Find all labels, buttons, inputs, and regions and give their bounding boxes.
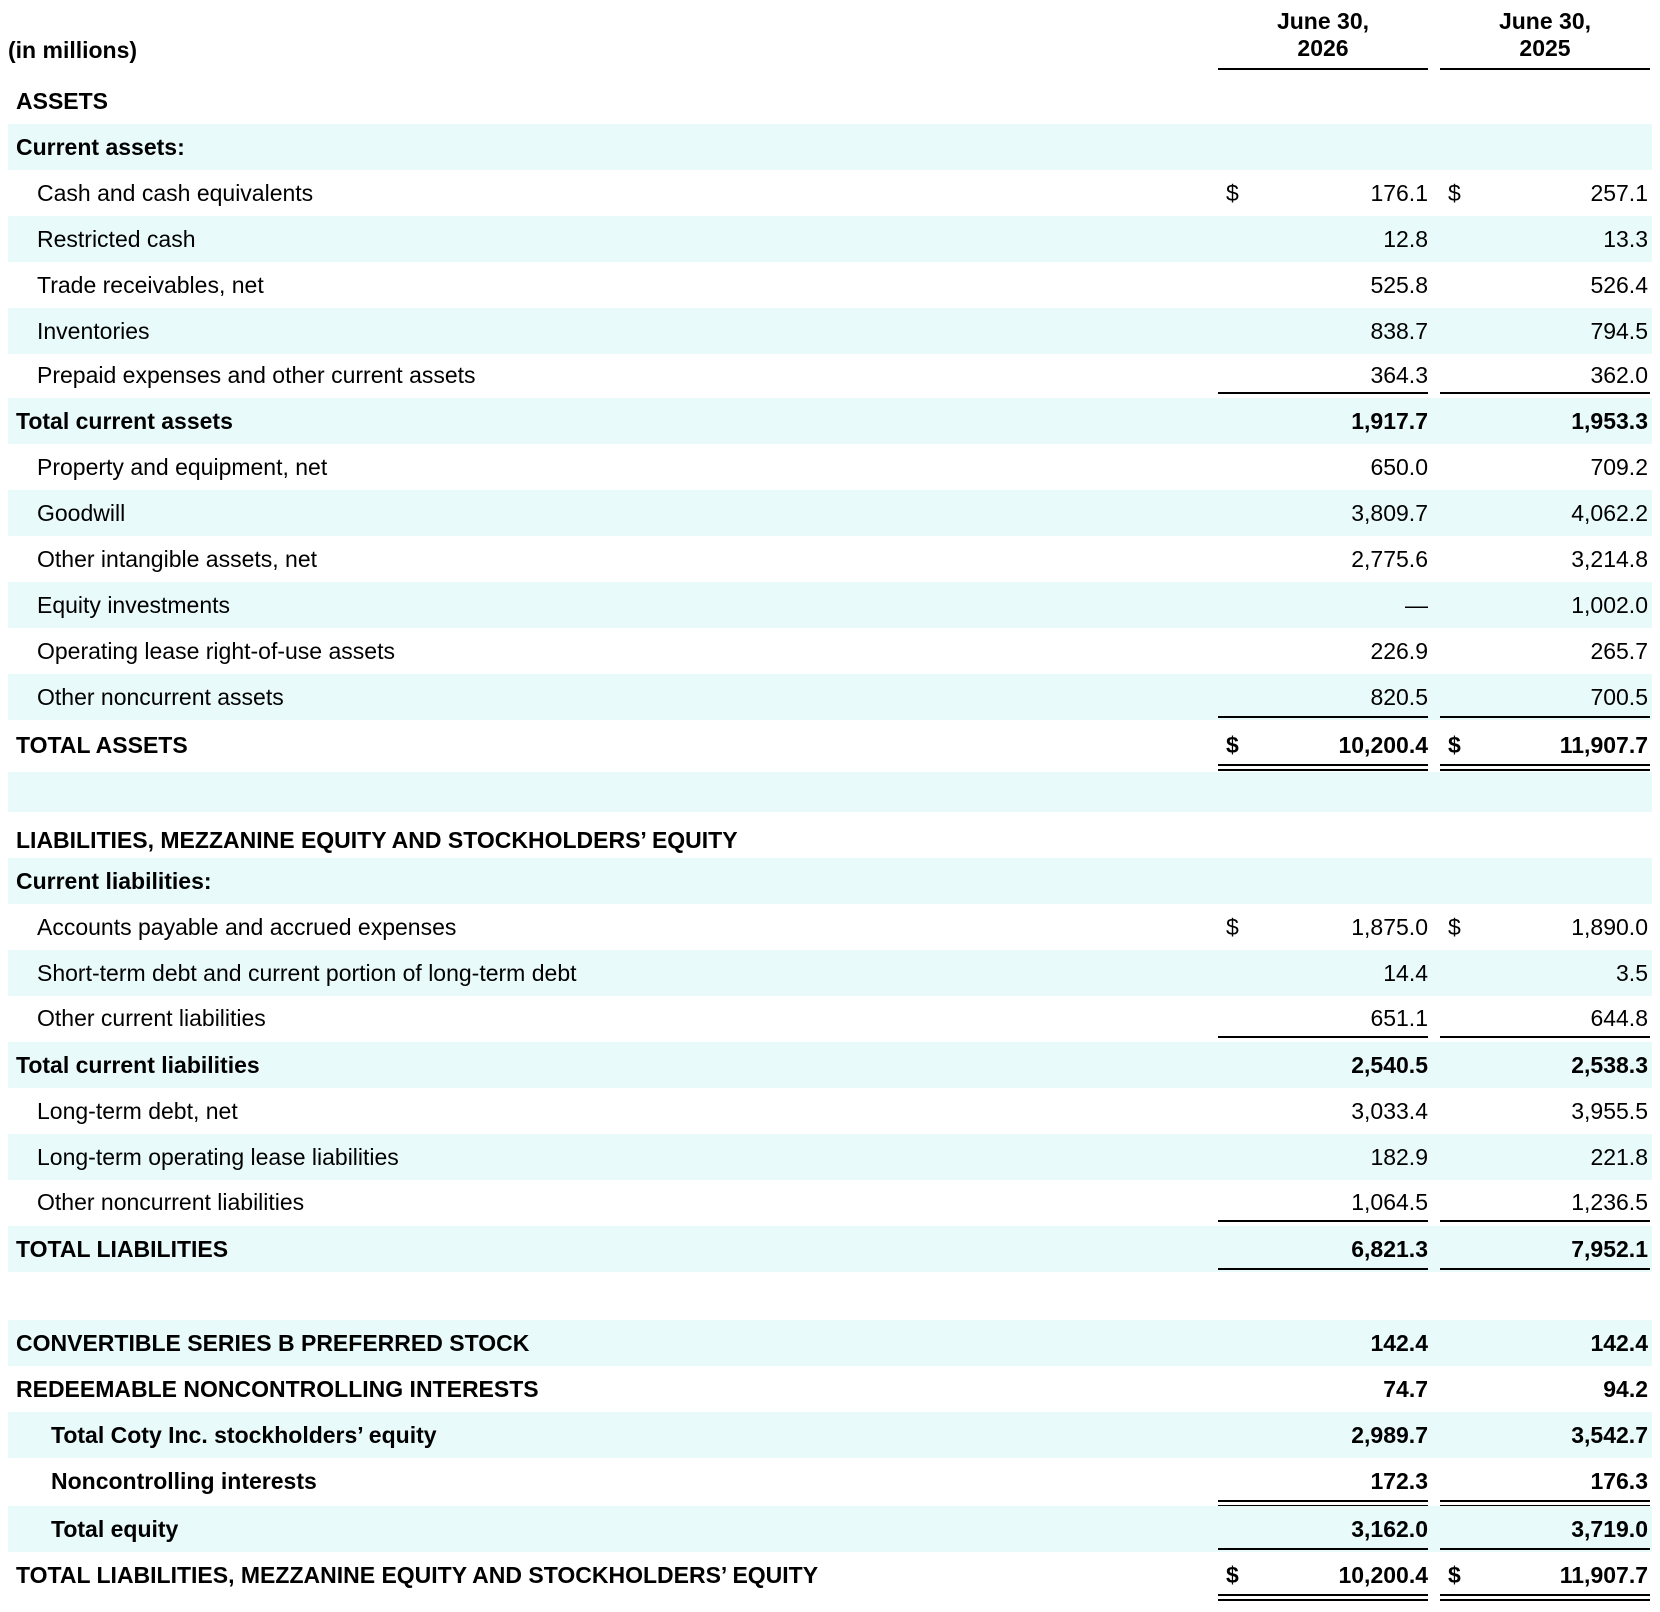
table-row [8,490,1652,536]
double-underline [1440,1594,1650,1601]
table-row [8,1180,1652,1224]
value-2026: 142.4 [1370,1329,1428,1356]
table-row [8,1134,1652,1180]
column-header-line: June 30, [1498,8,1592,34]
value-2026: 3,162.0 [1351,1515,1428,1542]
table-row [8,78,1652,124]
value-2026 [1228,1274,1428,1320]
table-row [8,308,1652,354]
single-underline [1218,1036,1428,1038]
value-2025: 94.2 [1603,1375,1648,1402]
value-2025: 265.7 [1590,637,1648,664]
value-2025: 644.8 [1590,1004,1648,1031]
value-2025: 3,214.8 [1571,545,1648,572]
value-2026: 10,200.4 [1338,731,1428,758]
table-row [8,170,1652,216]
double-underline [1218,764,1428,771]
value-2026: 226.9 [1370,637,1428,664]
row-label: Other current liabilities [37,1004,266,1031]
single-underline [1218,1548,1428,1550]
value-2025: 3.5 [1616,959,1648,986]
value-2025: 1,890.0 [1571,913,1648,940]
value-2026: 10,200.4 [1338,1561,1428,1588]
value-2025: 794.5 [1590,317,1648,344]
value-2026: 14.4 [1383,959,1428,986]
value-2026: 74.7 [1383,1375,1428,1402]
value-2026: 525.8 [1370,271,1428,298]
single-underline [1440,1268,1650,1270]
table-row [8,1226,1652,1272]
single-underline [1218,716,1428,718]
table-row [8,904,1652,950]
currency-symbol-2025: $ [1448,731,1461,758]
value-2026: 1,064.5 [1351,1188,1428,1215]
row-label: Trade receivables, net [37,271,264,298]
value-2025: 11,907.7 [1559,1561,1648,1588]
row-label: Noncontrolling interests [51,1467,317,1494]
value-2025: 2,538.3 [1571,1051,1648,1078]
value-2026: 820.5 [1370,683,1428,710]
table-row [8,996,1652,1040]
value-2025: 3,542.7 [1571,1421,1648,1448]
column-header-line: 2025 [1519,35,1571,61]
table-row [8,536,1652,582]
value-2025: 526.4 [1590,271,1648,298]
row-label: Current assets: [16,133,185,160]
table-row [8,1458,1652,1504]
row-label: Cash and cash equivalents [37,179,314,206]
table-row [8,674,1652,720]
currency-symbol-2026: $ [1226,179,1239,206]
value-2025: 709.2 [1590,453,1648,480]
table-row [8,1274,1652,1320]
value-2025: 3,955.5 [1571,1097,1648,1124]
value-2025 [1448,858,1648,904]
row-label: Total current assets [16,407,233,434]
value-2026: 650.0 [1370,453,1428,480]
table-row [8,1412,1652,1458]
row-label: Current liabilities: [16,867,212,894]
value-2025 [1448,772,1648,812]
currency-symbol-2025: $ [1448,1561,1461,1588]
table-row [8,216,1652,262]
value-2025: 7,952.1 [1571,1235,1648,1262]
row-label: Property and equipment, net [37,453,328,480]
column-header-line: 2026 [1297,35,1349,61]
row-label: Inventories [37,317,150,344]
row-label: ASSETS [16,87,109,114]
single-underline [1440,1548,1650,1550]
single-underline [1218,392,1428,394]
row-label: Short-term debt and current portion of long-term debt [37,959,577,986]
row-label: Other noncurrent liabilities [37,1188,305,1215]
table-row [8,262,1652,308]
single-underline [1218,1220,1428,1222]
value-2026: 172.3 [1370,1467,1428,1494]
value-2025: 1,002.0 [1571,591,1648,618]
table-row [8,1042,1652,1088]
currency-symbol-2026: $ [1226,1561,1239,1588]
table-row [8,582,1652,628]
currency-symbol-2025: $ [1448,913,1461,940]
value-2026: 12.8 [1383,225,1428,252]
currency-symbol-2026: $ [1226,913,1239,940]
value-2026: 2,540.5 [1351,1051,1428,1078]
single-underline [1440,392,1650,394]
value-2026 [1228,858,1428,904]
column-header-line: June 30, [1276,8,1370,34]
value-2026: 3,809.7 [1351,499,1428,526]
value-2026: 6,821.3 [1351,1235,1428,1262]
single-underline [1440,1220,1650,1222]
table-row [8,1088,1652,1134]
value-2025 [1448,78,1648,124]
value-2025: 362.0 [1590,361,1648,388]
row-label: TOTAL LIABILITIES, MEZZANINE EQUITY AND STOCKHOLDERS’ EQUITY [16,1561,819,1588]
value-2026: 1,917.7 [1351,407,1428,434]
row-label: Other intangible assets, net [37,545,317,572]
table-row [8,1320,1652,1366]
table-row [8,772,1652,812]
table-row [8,1366,1652,1412]
table-row [8,858,1652,904]
single-underline [1440,716,1650,718]
header-underline [1440,68,1650,70]
value-2025: 1,236.5 [1571,1188,1648,1215]
single-underline [1218,1268,1428,1270]
table-row [8,722,1652,768]
row-label: TOTAL LIABILITIES [16,1235,229,1262]
value-2026: 2,989.7 [1351,1421,1428,1448]
value-2026: — [1405,591,1428,618]
row-label: Equity investments [37,591,231,618]
value-2025: 4,062.2 [1571,499,1648,526]
value-2025: 13.3 [1603,225,1648,252]
row-label: Long-term operating lease liabilities [37,1143,399,1170]
value-2026: 1,875.0 [1351,913,1428,940]
row-label: TOTAL ASSETS [16,731,188,758]
row-label: Total Coty Inc. stockholders’ equity [51,1421,437,1448]
single-underline [1440,1036,1650,1038]
currency-symbol-2025: $ [1448,179,1461,206]
double-underline [1218,1594,1428,1601]
value-2025: 257.1 [1590,179,1648,206]
value-2025: 1,953.3 [1571,407,1648,434]
double-underline [1440,764,1650,771]
value-2026: 176.1 [1370,179,1428,206]
table-row [8,1506,1652,1552]
column-header-2025 [1440,8,1650,62]
value-2026: 2,775.6 [1351,545,1428,572]
value-2025: 176.3 [1590,1467,1648,1494]
currency-symbol-2026: $ [1226,731,1239,758]
value-2026 [1228,772,1428,812]
table-row [8,398,1652,444]
table-row [8,124,1652,170]
row-label: Prepaid expenses and other current assets [37,361,476,388]
value-2026: 3,033.4 [1351,1097,1428,1124]
value-2025: 11,907.7 [1559,731,1648,758]
value-2026: 651.1 [1370,1004,1428,1031]
row-label: LIABILITIES, MEZZANINE EQUITY AND STOCKHOLDERS’ EQUITY [16,826,738,853]
value-2025: 700.5 [1590,683,1648,710]
table-row [8,1552,1652,1598]
table-row [8,628,1652,674]
row-label: CONVERTIBLE SERIES B PREFERRED STOCK [16,1329,530,1356]
row-label: Total current liabilities [16,1051,260,1078]
value-2026 [1228,78,1428,124]
row-label: REDEEMABLE NONCONTROLLING INTERESTS [16,1375,539,1402]
table-row [8,354,1652,396]
row-label: Restricted cash [37,225,196,252]
value-2025: 3,719.0 [1571,1515,1648,1542]
value-2026: 364.3 [1370,361,1428,388]
row-label: Goodwill [37,499,126,526]
value-2026 [1228,124,1428,170]
row-label: Operating lease right-of-use assets [37,637,395,664]
row-label: Long-term debt, net [37,1097,238,1124]
value-2025 [1448,124,1648,170]
value-2025: 142.4 [1590,1329,1648,1356]
row-label: Accounts payable and accrued expenses [37,913,457,940]
row-label: Other noncurrent assets [37,683,284,710]
header-underline [1218,68,1428,70]
value-2025 [1448,1274,1648,1320]
table-row [8,444,1652,490]
value-2026: 182.9 [1370,1143,1428,1170]
column-header-2026 [1218,8,1428,62]
value-2026: 838.7 [1370,317,1428,344]
value-2025: 221.8 [1590,1143,1648,1170]
table-row [8,950,1652,996]
row-label: Total equity [51,1515,179,1542]
units-label: (in millions) [8,36,138,63]
